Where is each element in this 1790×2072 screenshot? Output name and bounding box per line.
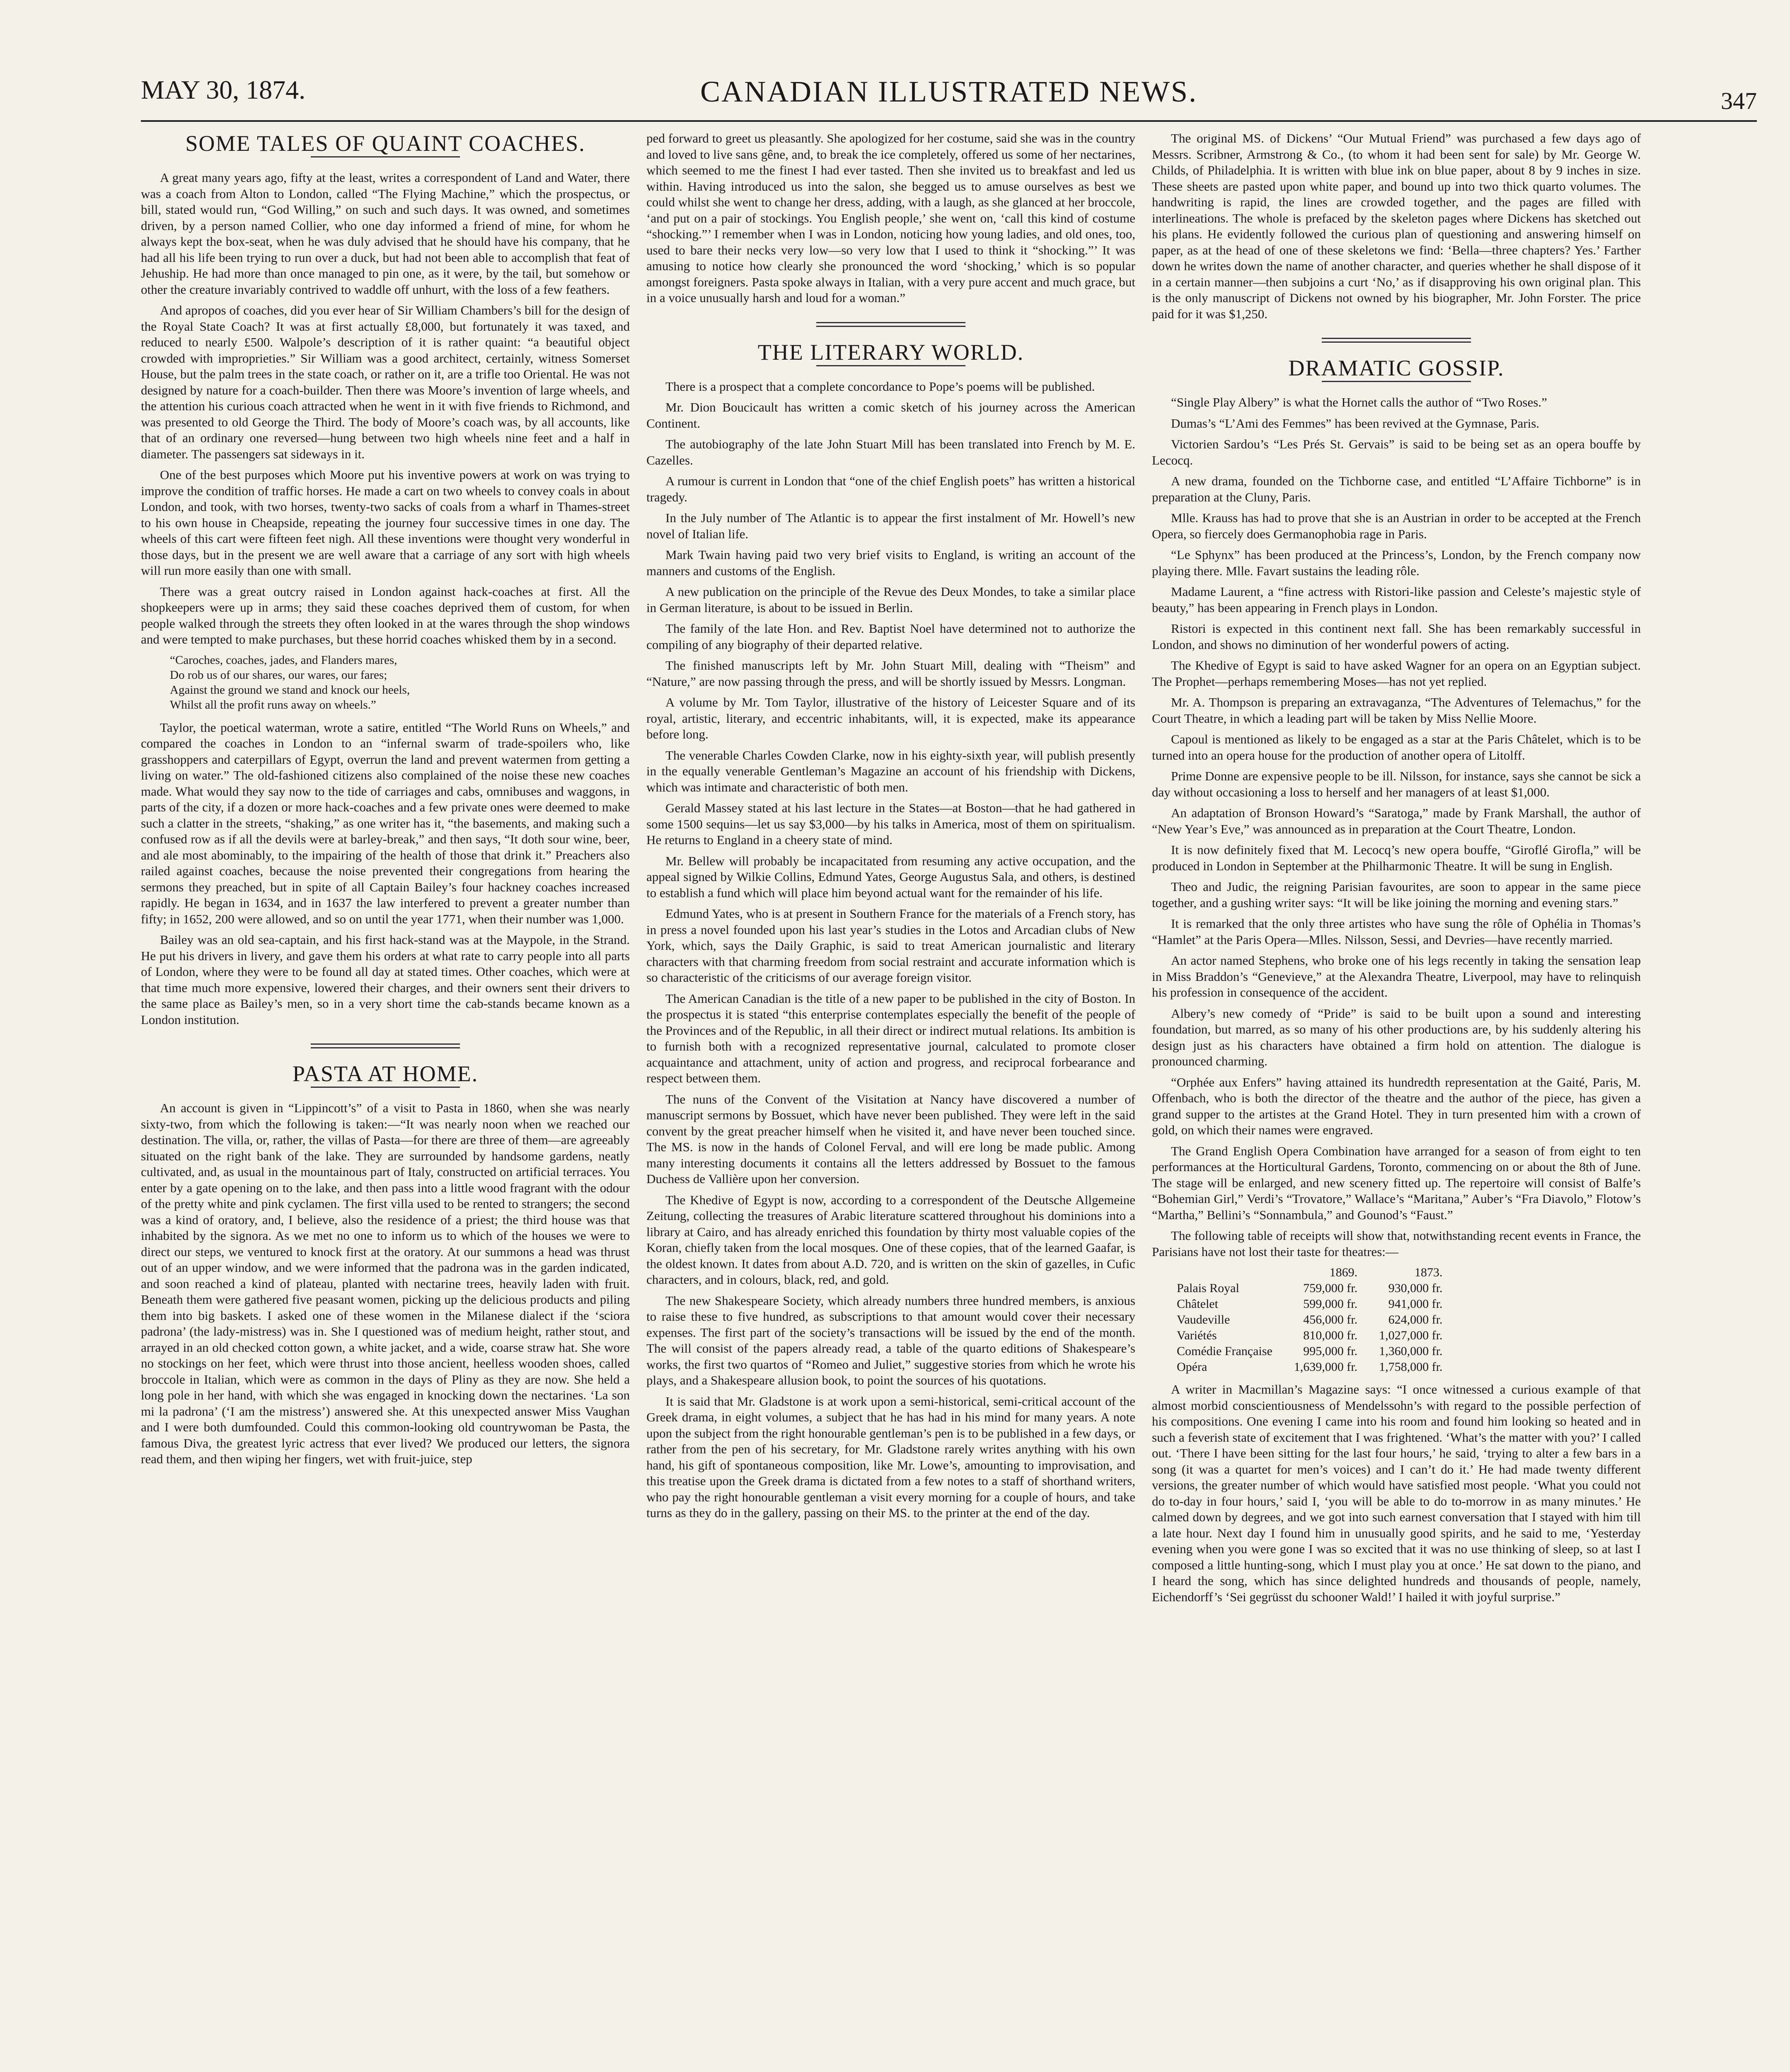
section-divider bbox=[311, 1043, 460, 1048]
news-item: A new drama, founded on the Tichborne case, and entitled “L’Affaire Tichborne” is in preparation at the Cluny, Paris. bbox=[1152, 474, 1641, 504]
news-item: A rumour is current in London that “one of the chief English poets” has written a historical tragedy. bbox=[646, 474, 1135, 504]
news-item: Prime Donne are expensive people to be ill. Nilsson, for instance, says she cannot be sick a day without occasioning a loss to herself and her managers of at least $1,000. bbox=[1152, 769, 1641, 799]
news-item: “Orphée aux Enfers” having attained its hundredth representation at the Gaité, Paris, M. Offenbach, who is both the director of the theatre and the author of the piece, has given a grand supper to the artistes at the Grand Hotel. They in turn presented him with a crown of gold, on which their names were engraved. bbox=[1152, 1075, 1641, 1137]
issue-date: MAY 30, 1874. bbox=[141, 75, 306, 104]
article-paragraph: One of the best purposes which Moore put his inventive powers at work on was trying to improve the condition of traffic horses. He made a cart on two wheels to convey coals in about London, and took, with two horses, twenty-two sacks of coals from a wharf in Thames-street to his own house in Cheapside, repeating the journey four successive times in one day. The wheels of this cart were fifteen feet nigh. All these inventions were thought very wonderful in those days, but in the present we are well aware that a carriage of any sort with high wheels will run more easily than one with small. bbox=[141, 467, 630, 578]
news-item: Mr. Dion Boucicault has written a comic sketch of his journey across the American Continent. bbox=[646, 400, 1135, 431]
heading-rule bbox=[311, 1087, 460, 1088]
news-item: Madame Laurent, a “fine actress with Ristori-like passion and Celeste’s majestic style of beauty,” has been appearing in French plays in London. bbox=[1152, 584, 1641, 615]
table-row bbox=[1177, 1280, 1453, 1296]
verse-line: “Caroches, coaches, jades, and Flanders mares, bbox=[170, 653, 397, 667]
news-item: Capoul is mentioned as likely to be engaged as a star at the Paris Châtelet, which is to be turned into an opera house for the production of another opera of Litolff. bbox=[1152, 732, 1641, 762]
column-3 bbox=[1152, 131, 1641, 1610]
article-paragraph: ped forward to greet us pleasantly. She apologized for her costume, said she was in the country and loved to live sans gêne, and, to break the ice completely, offered us some of her nectarines, which seemed to me the finest I had ever tasted. Then she invited us to breakfast and led us within. Having introduced us into the salon, she begged us to amuse ourselves as best we could whilst she went to change her dress, adding, with a laugh, as she glanced at her broccole, ‘and put on a pair of stockings. You English people,’ she went on, ‘call this kind of costume “shocking.”’ I remember when I was in London, noticing how young ladies, and old ones, too, used to bare their necks very low—so very low that I used to think it “shocking.”’ It was amusing to notice how clearly she pronounced the word ‘shocking,’ which is so popular amongst foreigners. Pasta spoke always in Italian, with a very pure accent and much grace, but in a voice unusually harsh and loud for a woman.” bbox=[646, 131, 1135, 305]
news-item: Dumas’s “L’Ami des Femmes” has been revived at the Gymnase, Paris. bbox=[1171, 416, 1540, 431]
receipt-1869: 1,639,000 fr. bbox=[1294, 1360, 1358, 1374]
news-item: Albery’s new comedy of “Pride” is said to be built upon a sound and interesting foundation, but marred, as so many of his other productions are, by his suddenly altering his design just as his characters have obtained a firm hold on attention. The dialogue is pronounced charming. bbox=[1152, 1006, 1641, 1068]
receipt-1873: 1,758,000 fr. bbox=[1379, 1360, 1443, 1374]
heading-rule bbox=[311, 156, 460, 157]
news-item: Theo and Judic, the reigning Parisian favourites, are soon to appear in the same piece together, and a gushing writer says: “It will be like joining the morning and evening stars.” bbox=[1152, 879, 1641, 910]
theatre-name: Variétés bbox=[1177, 1329, 1217, 1342]
news-item: There is a prospect that a complete concordance to Pope’s poems will be published. bbox=[665, 379, 1095, 394]
news-item: The venerable Charles Cowden Clarke, now in his eighty-sixth year, will publish presently in the equally venerable Gentleman’s Magazine an account of his friendship with Dickens, which was intimate and characteristic of both men. bbox=[646, 748, 1135, 794]
news-item: It is said that Mr. Gladstone is at work upon a semi-historical, semi-critical account of the Greek drama, in eight volumes, a subject that he has had in his mind for many years. A note upon the subject from the right honourable gentleman’s pen is to be published in a few days, or rather from the pen of his secretary, for Mr. Gladstone rarely writes anything with his own hand, his gift of spontaneous composition, like Mr. Lowe’s, amounting to improvisation, and this treatise upon the Greek drama is dictated from a few notes to a staff of shorthand writers, who pay the right honourable gentleman a visit every morning for a couple of hours, and take turns as they do in the gallery, passing on their MS. to the printer at the end of the day. bbox=[646, 1394, 1135, 1520]
news-item: “Single Play Albery” is what the Hornet calls the author of “Two Roses.” bbox=[1171, 395, 1547, 409]
article-paragraph: There was a great outcry raised in London against hack-coaches at first. All the shopkeepers were up in arms; they said these coaches deprived them of custom, for when people walked through the streets they often looked in at the wares through the shop windows and were tempted to make purchases, but these horrid coaches whisked them by in a second. bbox=[141, 584, 630, 646]
news-item: The American Canadian is the title of a new paper to be published in the city of Boston. In the prospectus it is stated “this enterprise contemplates especially the benefit of the people of the Provinces and of the Republic, in all their direct or indirect mutual relations. Its ambition is to furnish both with a recognized representative journal, calculated to promote closer acquaintance and attachment, unity of action and progress, and reciprocal forbearance and respect between them. bbox=[646, 991, 1135, 1085]
news-item: It is remarked that the only three artistes who have sung the rôle of Ophélia in Thomas’s “Hamlet” at the Paris Opera—Mlles. Nilsson, Sessi, and Devries—have recently married. bbox=[1152, 916, 1641, 947]
receipt-1873: 1,360,000 fr. bbox=[1379, 1344, 1443, 1358]
news-item: Mark Twain having paid two very brief visits to England, is writing an account of the manners and customs of the English. bbox=[646, 547, 1135, 578]
table-header-cell: 1873. bbox=[1414, 1266, 1443, 1279]
article-paragraph: Bailey was an old sea-captain, and his first hack-stand was at the Maypole, in the Strand. He put his drivers in livery, and gave them his orders at what rate to carry people into all parts of London, where they were to be found all day at stated times. Other coaches, which were at that time much more expensive, lowered their charges, and their owners sent their drivers to the same place as Bailey’s men, so in a very short time the cab-stands became known as a London institution. bbox=[141, 932, 630, 1027]
news-item: Ristori is expected in this continent next fall. She has been remarkably successful in London, and shows no diminution of her wonderful powers of acting. bbox=[1152, 621, 1641, 652]
masthead bbox=[141, 70, 1757, 122]
section-heading-dramatic-gossip: DRAMATIC GOSSIP. bbox=[1288, 356, 1505, 380]
receipt-1869: 599,000 fr. bbox=[1303, 1297, 1358, 1311]
theatre-name: Vaudeville bbox=[1177, 1313, 1230, 1326]
news-item: Gerald Massey stated at his last lecture in the States—at Boston—that he had gathered in some 1500 sequins—let us say $3,000—by his talks in America, most of them on spiritualism. He returns to England in a cheery state of mind. bbox=[646, 801, 1135, 847]
news-item: In the July number of The Atlantic is to appear the first instalment of Mr. Howell’s new novel of Italian life. bbox=[646, 511, 1135, 541]
column-1 bbox=[141, 131, 630, 1472]
news-item: Edmund Yates, who is at present in Southern France for the materials of a French story, has in press a novel founded upon his last year’s studies in the Lotos and Arcadian clubs of New York, which, says the Daily Graphic, is said to treat American journalistic and literary characters with that charming freedom from social restraint and accurate information which is so characteristic of the criticisms of our average foreign visitor. bbox=[646, 906, 1135, 985]
news-item: The nuns of the Convent of the Visitation at Nancy have discovered a number of manuscript sermons by Bossuet, which have never been published. They were left in the said convent by the great preacher himself when he visited it, and have never been touched since. The MS. is now in the hands of Colonel Ferval, and will ere long be made public. Among many interesting documents it contains all the letters addressed by Bossuet to the famous Duchess de Vallière upon her conversion. bbox=[646, 1092, 1135, 1186]
news-item: It is now definitely fixed that M. Lecocq’s new opera bouffe, “Giroflé Girofla,” will be produced in London in September at the Philharmonic Theatre. It will be sung in English. bbox=[1152, 842, 1641, 873]
receipt-1873: 930,000 fr. bbox=[1388, 1281, 1443, 1295]
article-paragraph: Taylor, the poetical waterman, wrote a satire, entitled “The World Runs on Wheels,” and compared the coaches in London to an “infernal swarm of trade-spoilers who, like grasshoppers and caterpillars of Egypt, overrun the land and prevent watermen from getting a living on water.” The old-fashioned citizens also complained of the noise these new coaches made. What would they say now to the tide of carriages and cabs, omnibuses and waggons, in parts of the city, if a dozen or more hack-coaches and a few private ones were deemed to make such a clatter in the streets, “shaking,” as one writer has it, “the basements, and making such a confused row as if all the devils were at barley-break,” and then says, “It doth sour wine, beer, and ale most abominably, to the impairing of the health of those that drink it.” Preachers also railed against coaches, because the noise prevented their congregations from hearing the sermons they preached, but in spite of all Captain Bailey’s four hackney coaches increased rapidly. He began in 1634, and in 1637 the law interfered to prevent a greater number than fifty; in 1652, 200 were allowed, and so on until the year 1771, when their number was 1,000. bbox=[141, 720, 630, 926]
news-item: The original MS. of Dickens’ “Our Mutual Friend” was purchased a few days ago of Messrs. Scribner, Armstrong & Co., (to whom it had been sent for sale) by Mr. George W. Childs, of Philadelphia. It is written with blue ink on blue paper, about 8 by 9 inches in size. These sheets are pasted upon white paper, and bound up into two thick quarto volumes. The handwriting is rapid, the lines are crowded together, and the pages are filled with interlineations. The whole is prefaced by the skeleton pages where Dickens has sketched out his plans. He evidently followed the curious plan of questioning and answering himself on paper, as at the head of one of these skeletons we find: ‘Bella—three chapters? Yes.’ Farther down he writes down the name of another character, and queries whether he shall dispose of it in a certain manner—then subjoins a curt ‘No,’ as if disapproving his own original plan. This is the only manuscript of Dickens not owned by his biographer, Mr. John Forster. The price paid for it was $1,250. bbox=[1152, 131, 1641, 321]
section-divider bbox=[1322, 338, 1471, 343]
news-item: The following table of receipts will show that, notwithstanding recent events in France, the Parisians have not lost their taste for theatres:— bbox=[1152, 1228, 1641, 1259]
receipt-1869: 810,000 fr. bbox=[1303, 1329, 1358, 1342]
news-item: The autobiography of the late John Stuart Mill has been translated into French by M. E. Cazelles. bbox=[646, 437, 1135, 467]
news-item: The Grand English Opera Combination have arranged for a season of from eight to ten performances at the Horticultural Gardens, Toronto, commencing on or about the 8th of June. The stage will be enlarged, and new scenery fitted up. The repertoire will consist of Balfe’s “Bohemian Girl,” Verdi’s “Trovatore,” Wallace’s “Maritana,” Auber’s “Fra Diavolo,” Flotow’s “Martha,” Bellini’s “Sonnambula,” and Gounod’s “Faust.” bbox=[1152, 1143, 1641, 1222]
theatre-name: Châtelet bbox=[1177, 1297, 1218, 1311]
news-item: A writer in Macmillan’s Magazine says: “I once witnessed a curious example of that almost morbid conscientiousness of Mendelssohn’s with regard to the possible perfection of his compositions. One evening I came into his room and found him looking so heated and in such a feverish state of excitement that I was frightened. ‘What’s the matter with you?’ I called out. ‘There I have been sitting for the last four hours,’ he said, ‘trying to alter a few bars in a song (it was a quartet for men’s voices) and I can’t do it.’ He had made twenty different versions, the greater number of which would have satisfied most people. ‘What you could not do to-day in four hours,’ said I, ‘you will be able to do to-morrow in as many minutes.’ He calmed down by degrees, and we got into such earnest conversation that I stayed with him till a late hour. Next day I found him in unusually good spirits, and he said to me, ‘Yesterday evening when you were gone I was so excited that it was no use thinking of sleep, so at last I composed a little hunting-song, which I must play you at once.’ He sat down to the piano, and I heard the song, which has since delighted hundreds and thousands of people, namely, Eichendorff’s ‘Sei gegrüsst du schooner Wald!’ I hailed it with joyful surprise.” bbox=[1152, 1382, 1641, 1604]
news-item: An actor named Stephens, who broke one of his legs recently in taking the sensation leap in Miss Braddon’s “Genevieve,” at the Alexandra Theatre, Liverpool, may have to relinquish his profession in consequence of the accident. bbox=[1152, 953, 1641, 1000]
news-item: The family of the late Hon. and Rev. Baptist Noel have determined not to authorize the compiling of any biography of their departed relative. bbox=[646, 621, 1135, 652]
news-item: The new Shakespeare Society, which already numbers three hundred members, is anxious to raise these to five hundred, as subscriptions to that amount would cover their necessary expenses. The first part of the society’s transactions will be issued by the end of the month. The will consist of the papers already read, a table of the quarto editions of Shakespeare’s works, the first two quartos of “Romeo and Juliet,” suggestive stories from which he wrote his plays, and a Shakespeare allusion book, to point the sources of his quotations. bbox=[646, 1293, 1135, 1387]
theatre-name: Palais Royal bbox=[1177, 1281, 1239, 1295]
page-number: 347 bbox=[1721, 87, 1757, 114]
news-item: An adaptation of Bronson Howard’s “Saratoga,” made by Frank Marshall, the author of “New Year’s Eve,” was announced as in preparation at the Court Theatre, London. bbox=[1152, 806, 1641, 836]
theatre-name: Comédie Française bbox=[1177, 1344, 1272, 1358]
verse-line: Do rob us of our shares, our wares, our fares; bbox=[170, 668, 387, 682]
news-item: The finished manuscripts left by Mr. John Stuart Mill, dealing with “Theism” and “Nature,” are now passing through the press, and will be shortly issued by Messrs. Longman. bbox=[646, 658, 1135, 689]
heading-rule bbox=[816, 365, 965, 366]
article-paragraph: A great many years ago, fifty at the least, writes a correspondent of Land and Water, there was a coach from Alton to London, called “The Flying Machine,” which the prospectus, or bill, stated would run, “God Willing,” on such and such days. It was owned, and sometimes driven, by a person named Collier, who one day informed a friend of mine, for whom he always kept the box-seat, when he was duly advised that he should have his company, that he had all his life been trying to run over a duck, but had not been able to accomplish that feat of Jehuship. He had more than once managed to pin one, as it were, by the tail, but somehow or other the creature invariably contrived to waddle off unhurt, with the loss of a few feathers. bbox=[141, 170, 630, 297]
heading-rule bbox=[1322, 381, 1471, 382]
table-row bbox=[1177, 1328, 1453, 1343]
receipt-1873: 1,027,000 fr. bbox=[1379, 1329, 1443, 1342]
table-header-row bbox=[1177, 1265, 1453, 1280]
news-item: A new publication on the principle of the Revue des Deux Mondes, to take a similar place in German literature, is about to be issued in Berlin. bbox=[646, 584, 1135, 615]
news-item: “Le Sphynx” has been produced at the Princess’s, London, by the French company now playing there. Mlle. Favart sustains the leading rôle. bbox=[1152, 547, 1641, 578]
table-header-cell bbox=[1177, 1265, 1283, 1280]
table-row bbox=[1177, 1359, 1453, 1375]
news-item: The Khedive of Egypt is now, according to a correspondent of the Deutsche Allgemeine Zeitung, collecting the treasures of Arabic literature scattered throughout his dominions into a library at Cairo, and has already enriched this foundation by thirty most valuable copies of the Koran, chiefly taken from the local mosques. One of these copies, that of the learned Gaafar, is the oldest known. It dates from about A.D. 720, and is written on the skin of gazelles, in Cufic characters, and in colours, black, red, and gold. bbox=[646, 1192, 1135, 1287]
verse-quote bbox=[170, 653, 630, 712]
article-paragraph: An account is given in “Lippincott’s” of a visit to Pasta in 1860, when she was nearly sixty-two, from which the following is taken:—“It was nearly noon when we reached our destination. The villa, or, rather, the villas of Pasta—for there are three of them—are agreeably situated on the right bank of the lake. They are surrounded by handsome gardens, neatly cultivated, and, as usual in the mountainous part of Italy, constructed on artificial terraces. You enter by a gate opening on to the lake, and then pass into a little wood fragrant with the odour of the pretty white and pink cyclamen. The first villa used to be rented to strangers; the second was a kind of oratory, and, I believe, also the residence of a priest; the third house was that inhabited by the signora. As we met no one to inform us to which of the houses we were to direct our steps, we ventured to knock first at the oratory. At our summons a head was thrust out of an upper window, and we were informed that the padrona was in the garden indicated, and soon reached a kind of plateau, planted with nectarine trees, heavily laden with fruit. Beneath them were gathered five peasant women, picking up the delicious products and piling them into big baskets. I asked one of these women in the Milanese dialect if the ‘sciora padrona’ (the lady-mistress) was in. She I questioned was of medium height, rather stout, and arrayed in an old checked cotton gown, a white jacket, and a wide, coarse straw hat. She wore no stockings on her feet, which were thrust into those ancient, heelless wooden shoes, called broccole in Italian, which were as common in the days of Pliny as they are now. She held a long pole in her hand, with which she was engaged in knocking down the nectarines. ‘La son mi la padrona’ (‘I am the mistress’) answered she. At this unexpected answer Miss Vaughan and I were both dumfounded. Could this common-looking old countrywoman be Pasta, the famous Diva, the greatest lyric actress that ever lived? We produced our letters, the signora read them, and then wiping her fingers, wet with fruit-juice, step bbox=[141, 1101, 630, 1466]
section-heading-literary-world: THE LITERARY WORLD. bbox=[757, 339, 1024, 365]
receipt-1869: 456,000 fr. bbox=[1303, 1313, 1358, 1326]
verse-line: Against the ground we stand and knock our heels, bbox=[170, 683, 410, 697]
news-item: Mr. Bellew will probably be incapacitated from resuming any active occupation, and the appeal signed by Wilkie Collins, Edmund Yates, George Augustus Sala, and others, is destined to establish a fund which will place him beyond actual want for the remainder of his life. bbox=[646, 853, 1135, 900]
receipt-1869: 995,000 fr. bbox=[1303, 1344, 1358, 1358]
receipt-1869: 759,000 fr. bbox=[1303, 1281, 1358, 1295]
news-item: Victorien Sardou’s “Les Prés St. Gervais” is said to be being set as an opera bouffe by Lecocq. bbox=[1152, 437, 1641, 467]
table-header-cell: 1869. bbox=[1329, 1266, 1358, 1279]
news-item: A volume by Mr. Tom Taylor, illustrative of the history of Leicester Square and of its royal, artistic, literary, and eccentric inhabitants, will, it is expected, make its appearance before long. bbox=[646, 695, 1135, 741]
table-row bbox=[1177, 1312, 1453, 1328]
news-item: Mr. A. Thompson is preparing an extravaganza, “The Adventures of Telemachus,” for the Court Theatre, in which a leading part will be taken by Miss Nellie Moore. bbox=[1152, 695, 1641, 726]
news-item: Mlle. Krauss has had to prove that she is an Austrian in order to be accepted at the French Opera, so fiercely does Germanophobia rage in Paris. bbox=[1152, 511, 1641, 541]
table-row bbox=[1177, 1343, 1453, 1359]
section-divider bbox=[816, 322, 965, 327]
receipt-1873: 624,000 fr. bbox=[1388, 1313, 1443, 1326]
column-2 bbox=[646, 131, 1135, 1526]
theatre-receipts-table bbox=[1177, 1265, 1453, 1375]
section-heading-pasta-at-home: PASTA AT HOME. bbox=[292, 1061, 479, 1086]
table-row bbox=[1177, 1296, 1453, 1312]
verse-line: Whilst all the profit runs away on wheels.” bbox=[170, 698, 376, 712]
news-item: The Khedive of Egypt is said to have asked Wagner for an opera on an Egyptian subject. The Prophet—perhaps remembering Moses—has not yet replied. bbox=[1152, 658, 1641, 689]
newspaper-title: CANADIAN ILLUSTRATED NEWS. bbox=[700, 75, 1197, 108]
theatre-name: Opéra bbox=[1177, 1360, 1207, 1374]
article-paragraph: And apropos of coaches, did you ever hear of Sir William Chambers’s bill for the design of the Royal State Coach? It was at first actually £8,000, but fortunately it was taxed, and reduced to nearly £500. Walpole’s description of it is rather quaint: “a beautiful object crowded with improprieties.” Sir William was a good architect, certainly, witness Somerset House, but the palm trees in the state coach, or rather on it, are a trifle too Oriental. He was not designed by nature for a coach-builder. Then there was Moore’s invention of large wheels, and the attention his curious coach attracted when he went in it with five friends to Richmond, and was presented to old George the Third. The body of Moore’s coach was, by all accounts, like that of an ordinary one reversed—hung between two high wheels nine feet and a half in diameter. The passengers sat sideways in it. bbox=[141, 303, 630, 461]
section-heading-quaint-coaches: SOME TALES OF QUAINT COACHES. bbox=[185, 131, 585, 156]
receipt-1873: 941,000 fr. bbox=[1388, 1297, 1443, 1311]
